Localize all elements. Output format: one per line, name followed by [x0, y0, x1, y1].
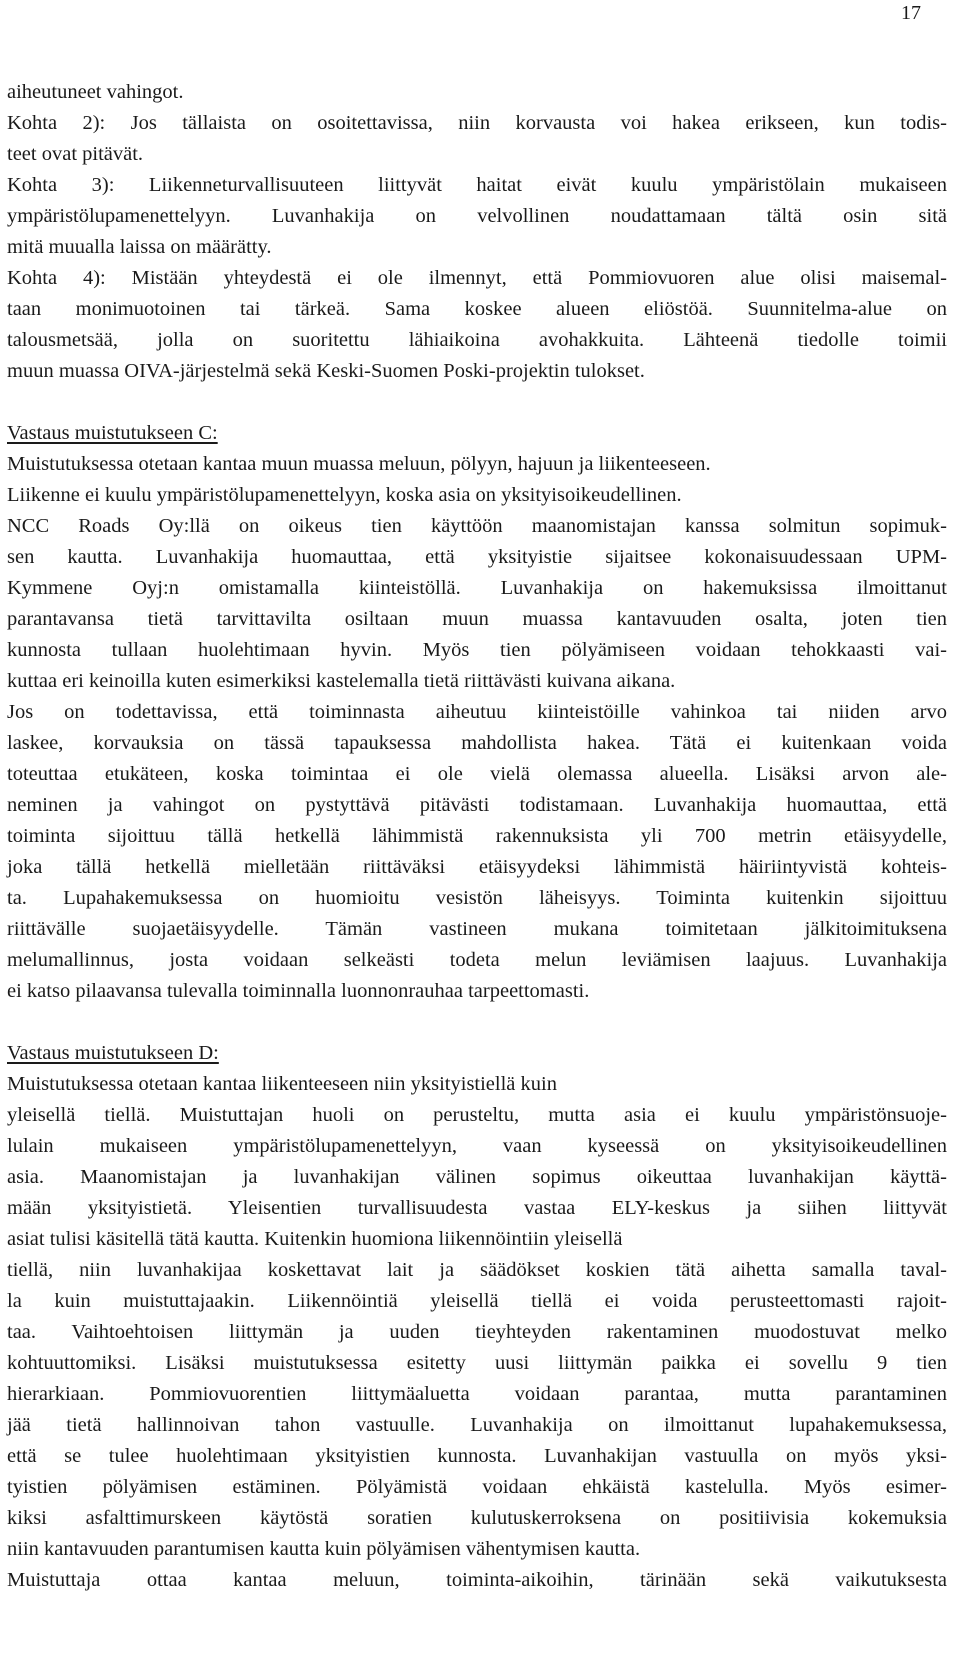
text-line: ei katso pilaavansa tulevalla toiminnalla luonnonrauhaa tarpeettomasti.	[7, 980, 590, 1002]
text-line: teet ovat pitävät.	[7, 143, 144, 165]
text-line: asiat tulisi käsitellä tätä kautta. Kuitenkin huomiona liikennöintiin yleisellä	[7, 1228, 623, 1250]
text-line: ta. Lupahakemuksessa on huomioitu vesistön läheisyys. Toiminta kuitenkin sijoittuu	[7, 887, 947, 909]
text-line: kiksi asfalttimurskeen käytöstä soratien kulutuskerroksena on positiivisia kokemuksia	[7, 1507, 947, 1529]
text-line: melumallinnus, josta voidaan selkeästi todeta melun leviämisen laajuus. Luvanhakija	[7, 949, 947, 971]
text-line: tiellä, niin luvanhakijaa koskettavat lait ja säädökset koskien tätä aihetta samalla taval-	[7, 1259, 947, 1281]
text-line: jää tietä hallinnoivan tahon vastuulle. Luvanhakija on ilmoittanut lupahakemuksessa,	[7, 1414, 947, 1436]
document-body	[7, 77, 947, 1596]
text-line: ympäristölupamenettelyyn. Luvanhakija on velvollinen noudattamaan tältä osin sitä	[7, 205, 947, 227]
text-line: neminen ja vahingot on pystyttävä pitävästi todistamaan. Luvanhakija huomauttaa, että	[7, 794, 947, 816]
text-line: Liikenne ei kuulu ympäristölupamenettelyyn, koska asia on yksityisoikeudellinen.	[7, 484, 682, 506]
text-line: Kymmene Oyj:n omistamalla kiinteistöllä. Luvanhakija on hakemuksissa ilmoittanut	[7, 577, 947, 599]
text-line: asia. Maanomistajan ja luvanhakijan välinen sopimus oikeuttaa luvanhakijan käyttä-	[7, 1166, 947, 1188]
text-line: riittävälle suojaetäisyydelle. Tämän vastineen mukana toimitetaan jälkitoimituksena	[7, 918, 947, 940]
text-line: Muistutuksessa otetaan kantaa muun muassa meluun, pölyyn, hajuun ja liikenteeseen.	[7, 453, 711, 475]
text-line: Kohta 3): Liikenneturvallisuuteen liittyvät haitat eivät kuulu ympäristölain mukaiseen	[7, 174, 947, 196]
text-line: Jos on todettavissa, että toiminnasta aiheutuu kiinteistöille vahinkoa tai niiden arvo	[7, 701, 947, 723]
section-c-body	[7, 449, 947, 1007]
text-line: tyistien pölyämisen estäminen. Pölyämistä voidaan ehkäistä kastelulla. Myös esimer-	[7, 1476, 947, 1498]
text-line: la kuin muistuttajaakin. Liikennöintiä yleisellä tiellä ei voida perusteettomasti rajoit-	[7, 1290, 947, 1312]
text-line: parantavansa tietä tarvittavilta osiltaan muun muassa kantavuuden osalta, joten tien	[7, 608, 947, 630]
section-c-heading: Vastaus muistutukseen C:	[7, 422, 218, 444]
text-line: sen kautta. Luvanhakija huomauttaa, että yksityistie sijaitsee kokonaisuudessaan UPM-	[7, 546, 947, 568]
text-line: Kohta 2): Jos tällaista on osoitettavissa, niin korvausta voi hakea erikseen, kun todis-	[7, 112, 947, 134]
text-line: NCC Roads Oy:llä on oikeus tien käyttöön maanomistajan kanssa solmitun sopimuk-	[7, 515, 947, 537]
text-line: laskee, korvauksia on tässä tapauksessa mahdollista hakea. Tätä ei kuitenkaan voida	[7, 732, 947, 754]
page-number: 17	[901, 2, 921, 24]
text-line: toiminta sijoittuu tällä hetkellä lähimmistä rakennuksista yli 700 metrin etäisyydelle,	[7, 825, 947, 847]
text-line: mään yksityistietä. Yleisentien turvallisuudesta vastaa ELY-keskus ja siihen liittyvät	[7, 1197, 947, 1219]
text-line: että se tulee huolehtimaan yksityistien kunnosta. Luvanhakijan vastuulla on myös yksi-	[7, 1445, 947, 1467]
text-line: talousmetsää, jolla on suoritettu lähiaikoina avohakkuita. Lähteenä tiedolle toimii	[7, 329, 947, 351]
paragraph-gap	[7, 387, 947, 418]
text-line: Muistuttaja ottaa kantaa meluun, toiminta-aikoihin, tärinään sekä vaikutuksesta	[7, 1569, 947, 1591]
text-line: Muistutuksessa otetaan kantaa liikenteeseen niin yksityistiellä kuin	[7, 1073, 557, 1095]
text-line: taan monimuotoinen tai tärkeä. Sama koskee alueen eliöstöä. Suunnitelma-alue on	[7, 298, 947, 320]
text-line: yleisellä tiellä. Muistuttajan huoli on perusteltu, mutta asia ei kuulu ympäristönsuoje-	[7, 1104, 947, 1126]
text-line: lulain mukaiseen ympäristölupamenettelyyn, vaan kyseessä on yksityisoikeudellinen	[7, 1135, 947, 1157]
text-line: toteuttaa etukäteen, koska toimintaa ei ole vielä olemassa alueella. Lisäksi arvon ale-	[7, 763, 947, 785]
text-line: hierarkiaan. Pommiovuorentien liittymäaluetta voidaan parantaa, mutta parantaminen	[7, 1383, 947, 1405]
text-line: aiheutuneet vahingot.	[7, 81, 184, 103]
text-line: joka tällä hetkellä mielletään riittäväksi etäisyydeksi lähimmistä häiriintyvistä kohteis-	[7, 856, 947, 878]
text-line: taa. Vaihtoehtoisen liittymän ja uuden tieyhteyden rakentaminen muodostuvat melko	[7, 1321, 947, 1343]
text-line: Kohta 4): Mistään yhteydestä ei ole ilmennyt, että Pommiovuoren alue olisi maisemal-	[7, 267, 947, 289]
text-line: mitä muualla laissa on määrätty.	[7, 236, 272, 258]
paragraph-kohdat	[7, 77, 947, 387]
text-line: kuttaa eri keinoilla kuten esimerkiksi kastelemalla tietä riittävästi kuivana aikana.	[7, 670, 676, 692]
text-line: kohtuuttomiksi. Lisäksi muistutuksessa esitetty uusi liittymän paikka ei sovellu 9 tien	[7, 1352, 947, 1374]
text-line: niin kantavuuden parantumisen kautta kuin pölyämisen vähentymisen kautta.	[7, 1538, 641, 1560]
text-line: muun muassa OIVA-järjestelmä sekä Keski-Suomen Poski-projektin tulokset.	[7, 360, 645, 382]
text-line: kunnosta tullaan huolehtimaan hyvin. Myös tien pölyämiseen voidaan tehokkaasti vai-	[7, 639, 947, 661]
section-d-body	[7, 1069, 947, 1596]
section-d-heading: Vastaus muistutukseen D:	[7, 1042, 219, 1064]
paragraph-gap	[7, 1007, 947, 1038]
